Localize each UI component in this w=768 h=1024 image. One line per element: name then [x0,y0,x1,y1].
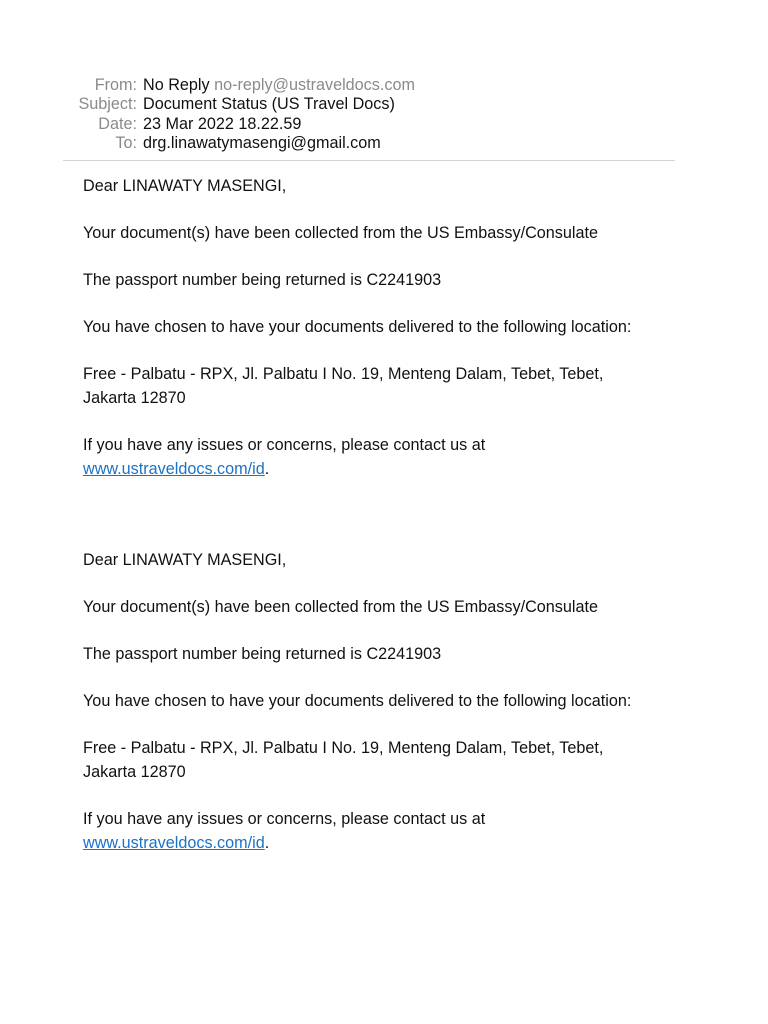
contact-link-line [83,831,723,855]
contact-link-line [83,457,723,481]
contact-text: If you have any issues or concerns, please contact us at [83,810,486,828]
from-value[interactable] [143,76,415,95]
address-line-1: Free - Palbatu - RPX, Jl. Palbatu I No. 19, Menteng Dalam, Tebet, Tebet, [83,365,604,383]
from-label: From: [94,76,137,94]
date-row [0,115,768,134]
header-divider [63,160,675,161]
website-link[interactable]: www.ustraveldocs.com/id [83,460,265,478]
from-row [0,76,768,95]
delivery-intro: You have chosen to have your documents delivered to the following location: [83,692,632,710]
address-line-2: Jakarta 12870 [83,389,186,407]
subject-value: Document Status (US Travel Docs) [143,95,395,114]
link-suffix: . [264,460,270,478]
date-label: Date: [98,114,137,133]
date-value: 23 Mar 2022 18.22.59 [143,114,302,133]
address-line-1: Free - Palbatu - RPX, Jl. Palbatu I No. 19, Menteng Dalam, Tebet, Tebet, [83,739,604,757]
to-value[interactable]: drg.linawatymasengi@gmail.com [143,134,381,153]
to-label: To: [115,134,137,153]
passport-text: The passport number being returned is C2241903 [83,271,442,289]
email-header [0,76,768,154]
greeting: Dear LINAWATY MASENGI, [83,177,287,195]
subject-label: Subject: [78,95,137,114]
collected-text: Your document(s) have been collected from the US Embassy/Consulate [83,598,598,616]
link-suffix: . [264,834,270,852]
message-body-1 [83,174,723,481]
address-line-2: Jakarta 12870 [83,763,186,781]
from-name[interactable]: No Reply [143,76,210,94]
message-body-2 [83,548,723,855]
website-link[interactable]: www.ustraveldocs.com/id [83,834,265,852]
greeting: Dear LINAWATY MASENGI, [83,551,287,569]
passport-text: The passport number being returned is C2241903 [83,645,442,663]
contact-text: If you have any issues or concerns, please contact us at [83,436,486,454]
to-row [0,134,768,153]
collected-text: Your document(s) have been collected from the US Embassy/Consulate [83,224,598,242]
subject-row [0,95,768,114]
from-address[interactable]: no-reply@ustraveldocs.com [214,76,415,94]
delivery-intro: You have chosen to have your documents delivered to the following location: [83,318,632,336]
